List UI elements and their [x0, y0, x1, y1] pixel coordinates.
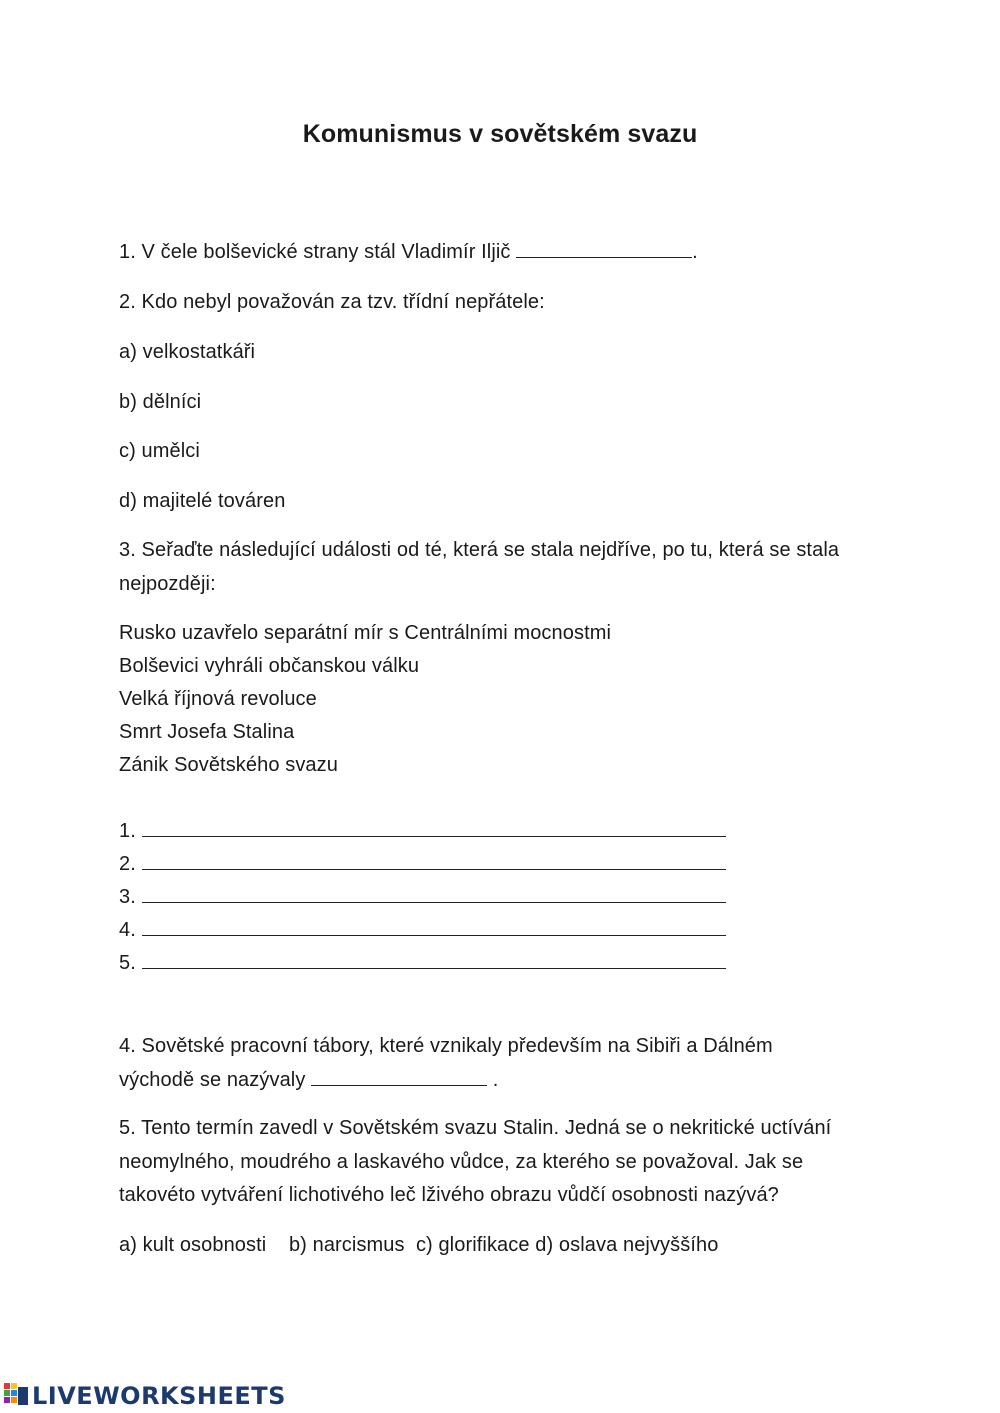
liveworksheets-logo	[4, 1381, 286, 1411]
question-5-text-line-1: 5. Tento termín zavedl v Sovětském svazu Stalin. Jedná se o nekritické uctívání	[119, 1117, 832, 1139]
answer-number: 1.	[119, 820, 136, 842]
question-4-end: .	[487, 1069, 499, 1091]
question-3-answer-row	[119, 819, 726, 843]
question-3-answer-row	[119, 885, 726, 909]
question-2-option-a[interactable]: a) velkostatkáři	[119, 341, 256, 363]
question-5-options[interactable]: a) kult osobnosti b) narcismus c) glorifikace d) oslava nejvyššího	[119, 1234, 719, 1256]
question-5-text-line-2: neomylného, moudrého a laskavého vůdce, za kterého se považoval. Jak se	[119, 1151, 804, 1173]
question-4-text-line-1: 4. Sovětské pracovní tábory, které vznikaly především na Sibiři a Dálném	[119, 1035, 773, 1057]
question-4-text-line-2: východě se nazývaly	[119, 1069, 312, 1091]
answer-number: 3.	[119, 886, 136, 908]
answer-number: 2.	[119, 853, 136, 875]
question-3-event: Smrt Josefa Stalina	[119, 721, 295, 743]
page-title: Komunismus v sovětském svazu	[302, 120, 698, 148]
question-3-answer-blank-2[interactable]	[142, 852, 726, 870]
question-1	[119, 240, 698, 264]
question-2-option-d[interactable]: d) majitelé továren	[119, 490, 286, 512]
question-5-text-line-3: takovéto vytváření lichotivého leč lživého obrazu vůdčí osobnosti nazývá?	[119, 1184, 779, 1206]
question-3-event: Bolševici vyhráli občanskou válku	[119, 655, 420, 677]
question-2-option-b[interactable]: b) dělníci	[119, 391, 202, 413]
question-3-event: Zánik Sovětského svazu	[119, 754, 338, 776]
question-3-event: Velká říjnová revoluce	[119, 688, 317, 710]
question-3-answer-blank-1[interactable]	[142, 819, 726, 837]
answer-number: 4.	[119, 919, 136, 941]
question-1-answer-blank[interactable]	[516, 240, 692, 258]
liveworksheets-brand-text: LIVEWORKSHEETS	[32, 1382, 286, 1410]
question-3-answer-blank-4[interactable]	[142, 918, 726, 936]
question-1-end: .	[692, 241, 698, 263]
question-3-answer-blank-3[interactable]	[142, 885, 726, 903]
question-3-answer-row	[119, 918, 726, 942]
liveworksheets-logo-icon	[4, 1383, 30, 1409]
question-3-text-line-2: nejpozději:	[119, 573, 216, 595]
question-3-text-line-1: 3. Seřaďte následující události od té, která se stala nejdříve, po tu, která se stala	[119, 539, 840, 561]
question-4-answer-blank[interactable]	[311, 1068, 487, 1086]
question-4-line-2	[119, 1068, 498, 1092]
question-1-text: 1. V čele bolševické strany stál Vladimír Iljič	[119, 241, 517, 263]
question-2-text: 2. Kdo nebyl považován za tzv. třídní nepřátele:	[119, 291, 545, 313]
question-2-option-c[interactable]: c) umělci	[119, 440, 200, 462]
question-3-answer-blank-5[interactable]	[142, 951, 726, 969]
question-3-event: Rusko uzavřelo separátní mír s Centrálními mocnostmi	[119, 622, 612, 644]
question-3-answer-row	[119, 951, 726, 975]
question-3-answer-row	[119, 852, 726, 876]
answer-number: 5.	[119, 952, 136, 974]
